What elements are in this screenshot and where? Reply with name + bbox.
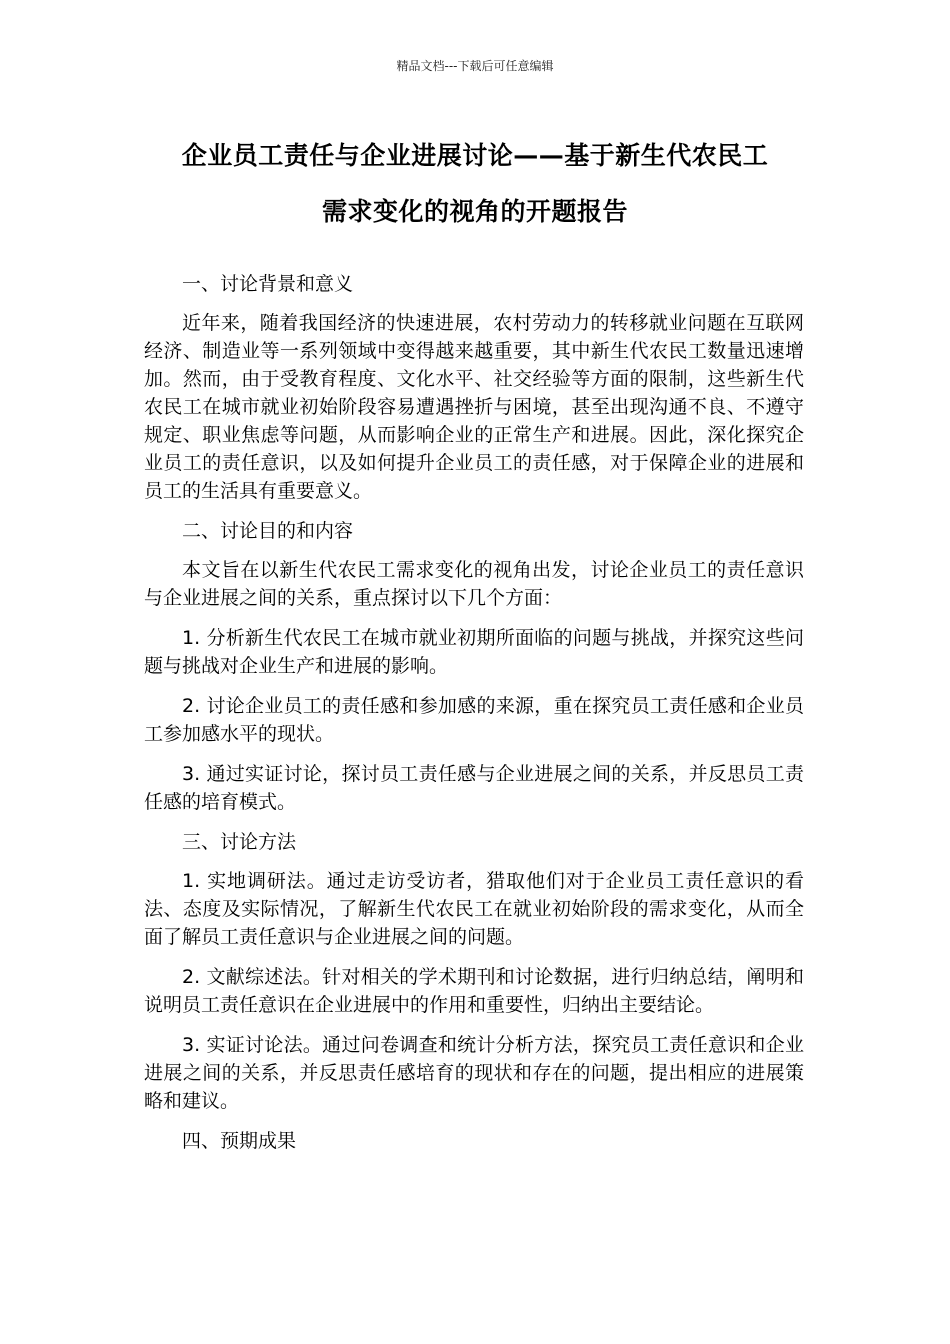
section-heading-1: 一、讨论背景和意义: [182, 273, 354, 295]
section-3-item-2: 2. 文献综述法。针对相关的学术期刊和讨论数据，进行归纳总结，阐明和说明员工责任意识在企业进展中的作用和重要性，归纳出主要结论。: [144, 966, 804, 1016]
section-2-item-2: 2. 讨论企业员工的责任感和参加感的来源，重在探究员工责任感和企业员工参加感水平的现状。: [144, 695, 804, 745]
section-3-item-1: 1. 实地调研法。通过走访受访者，猎取他们对于企业员工责任意识的看法、态度及实际情况，了解新生代农民工在就业初始阶段的需求变化，从而全面了解员工责任意识与企业进展之间的问题。: [144, 870, 804, 948]
section-heading-2: 二、讨论目的和内容: [182, 520, 354, 542]
document-body: [144, 270, 804, 1166]
document-title-line-1: 企业员工责任与企业进展讨论——基于新生代农民工: [181, 141, 769, 170]
header-note: 精品文档---下载后可任意编辑: [396, 59, 554, 73]
section-2-item-3: 3. 通过实证讨论，探讨员工责任感与企业进展之间的关系，并反思员工责任感的培育模式。: [144, 763, 804, 813]
document-title-line-2: 需求变化的视角的开题报告: [321, 197, 628, 226]
section-heading-4: 四、预期成果: [182, 1130, 297, 1152]
section-2-item-1: 1. 分析新生代农民工在城市就业初期所面临的问题与挑战，并探究这些问题与挑战对企业生产和进展的影响。: [144, 627, 804, 677]
section-2-intro: 本文旨在以新生代农民工需求变化的视角出发，讨论企业员工的责任意识与企业进展之间的关系，重点探讨以下几个方面：: [144, 559, 804, 609]
section-3-item-3: 3. 实证讨论法。通过问卷调查和统计分析方法，探究员工责任意识和企业进展之间的关系，并反思责任感培育的现状和存在的问题，提出相应的进展策略和建议。: [144, 1034, 804, 1112]
section-1-paragraph: 近年来，随着我国经济的快速进展，农村劳动力的转移就业问题在互联网经济、制造业等一系列领域中变得越来越重要，其中新生代农民工数量迅速增加。然而，由于受教育程度、文化水平、社交经验等方面的限制，这些新生代农民工在城市就业初始阶段容易遭遇挫折与困境，甚至出现沟通不良、不遵守规定、职业焦虑等问题，从而影响企业的正常生产和进展。因此，深化探究企业员工的责任意识，以及如何提升企业员工的责任感，对于保障企业的进展和员工的生活具有重要意义。: [144, 312, 804, 502]
section-heading-3: 三、讨论方法: [182, 831, 297, 853]
